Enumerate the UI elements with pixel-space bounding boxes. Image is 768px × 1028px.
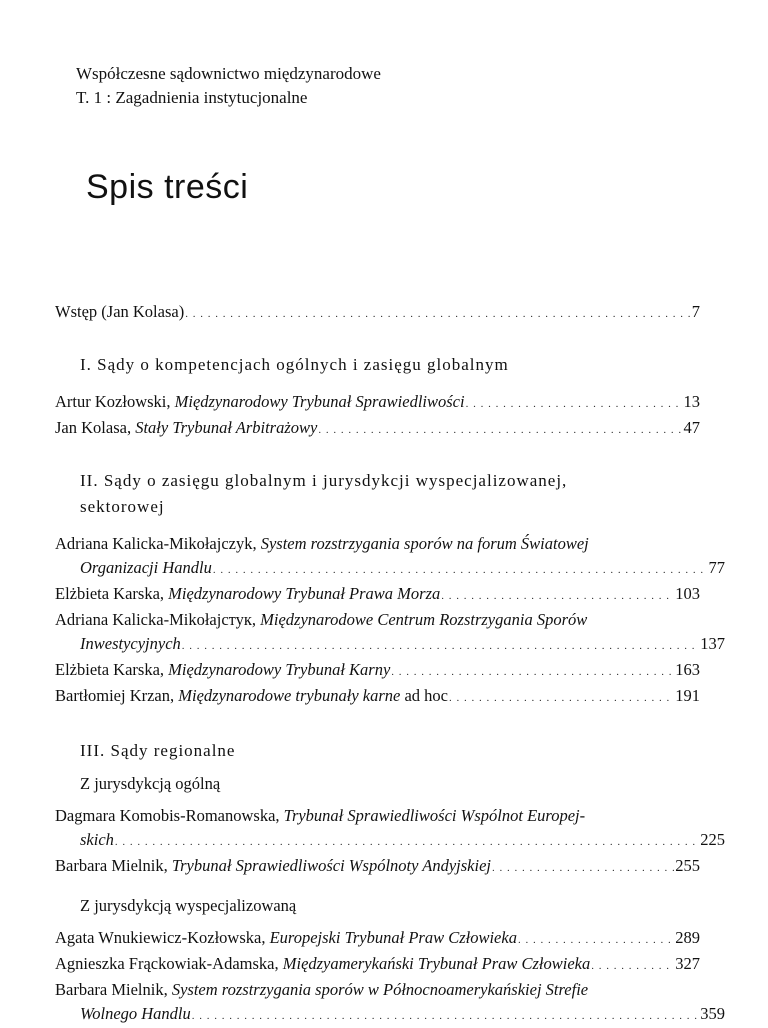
series-title: Współczesne sądownictwo międzynarodowe: [76, 64, 381, 83]
page-number: 191: [675, 686, 700, 705]
page-number: 359: [700, 1004, 725, 1023]
leader-dots: [591, 952, 674, 978]
page-title: Spis treści: [86, 168, 249, 206]
toc-entry[interactable]: Dagmara Komobis-Romanowska, Trybunał Sprawiedliwości Wspólnot Europej- skich . . . 225: [55, 804, 700, 854]
page-number: 13: [683, 392, 700, 411]
leader-dots: [318, 416, 682, 442]
toc-entry[interactable]: Adriana Kalicka-Mikołajcтук, Międzynarodowe Centrum Rozstrzygania Sporów Inwestycyjnych . . . 137: [55, 608, 700, 658]
section-heading-1: I. Sądy o kompetencjach ogólnych i zasięgu globalnym: [80, 355, 509, 374]
leader-dots: [449, 684, 674, 710]
page-number: 289: [675, 928, 700, 947]
toc-entry[interactable]: Agata Wnukiewicz-Kozłowska, Europejski Trybunał Praw Człowieka . . . 289: [55, 926, 700, 952]
page-number: 327: [675, 954, 700, 973]
leader-dots: [391, 658, 674, 684]
leader-dots: [492, 854, 674, 880]
section-heading-2: II. Sądy o zasięgu globalnym i jurysdykcji wyspecjalizowanej, sektorowej: [80, 471, 568, 516]
page-number: 77: [708, 558, 725, 577]
toc-entry[interactable]: Bartłomiej Krzan, Międzynarodowe trybunały karne ad hoc . . . 191: [55, 684, 700, 710]
leader-dots: [213, 556, 708, 582]
section-heading-3: III. Sądy regionalne: [80, 741, 236, 760]
toc-entry[interactable]: Agnieszka Frąckowiak-Adamska, Międzyamerykański Trybunał Praw Człowieka . . . 327: [55, 952, 700, 978]
toc-entry[interactable]: Barbara Mielnik, Trybunał Sprawiedliwości Wspólnoty Andyjskiej . . . 255: [55, 854, 700, 880]
toc-entry[interactable]: Adriana Kalicka-Mikołajczyk, System rozstrzygania sporów na forum Światowej Organizacji Handlu . . . 77: [55, 532, 700, 582]
toc-entry[interactable]: Elżbieta Karska, Międzynarodowy Trybunał Karny . . . 163: [55, 658, 700, 684]
leader-dots: [115, 828, 699, 854]
toc-entry-intro[interactable]: Wstęp (Jan Kolasa) . . . 7: [55, 300, 700, 326]
page-number: 225: [700, 830, 725, 849]
toc-entry[interactable]: Elżbieta Karska, Międzynarodowy Trybunał Prawa Morza . . . 103: [55, 582, 700, 608]
page-number: 103: [675, 584, 700, 603]
toc-entry[interactable]: Artur Kozłowski, Międzynarodowy Trybunał Sprawiedliwości . . . 13: [55, 390, 700, 416]
subsection-heading: Z jurysdykcją wyspecjalizowaną: [80, 896, 297, 915]
volume-title: T. 1 : Zagadnienia instytucjonalne: [76, 88, 308, 107]
leader-dots: [441, 582, 674, 608]
leader-dots: [192, 1002, 699, 1028]
page-number: 47: [683, 418, 700, 437]
page-number: 255: [675, 856, 700, 875]
toc-entry[interactable]: Jan Kolasa, Stały Trybunał Arbitrażowy . . . 47: [55, 416, 700, 442]
book-header: [76, 62, 381, 110]
page-number: 137: [700, 634, 725, 653]
leader-dots: [518, 926, 674, 952]
page-number: 163: [675, 660, 700, 679]
leader-dots: [182, 632, 699, 658]
leader-dots: [185, 300, 691, 326]
toc-entry[interactable]: Barbara Mielnik, System rozstrzygania sporów w Północnoamerykańskiej Strefie Wolnego Handlu . . . 359: [55, 978, 700, 1028]
subsection-heading: Z jurysdykcją ogólną: [80, 774, 221, 793]
table-of-contents: [55, 300, 725, 1028]
page-number: 7: [691, 302, 700, 321]
leader-dots: [466, 390, 683, 416]
